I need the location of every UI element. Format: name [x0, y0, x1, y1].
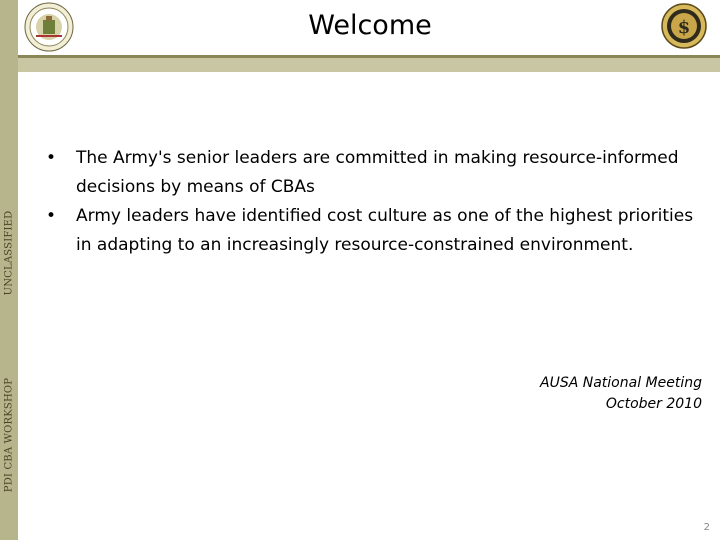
source-citation: [540, 373, 702, 415]
page-number: 2: [703, 522, 710, 533]
bullet-list: [46, 144, 696, 260]
bullet-text: Army leaders have identified cost culture as one of the highest priorities in adapting to an increasingly resource-constrained environment.: [76, 206, 694, 255]
bullet-text: The Army's senior leaders are committed in making resource-informed decisions by means of CBAs: [76, 148, 679, 197]
side-band: [0, 0, 18, 540]
bullet-icon: •: [46, 206, 57, 226]
svg-text:$: $: [677, 17, 691, 38]
classification-label: UNCLASSIFIED: [3, 210, 15, 296]
header-band: [18, 58, 720, 72]
bullet-item: [46, 144, 696, 202]
workshop-label: PDI CBA WORKSHOP: [3, 377, 15, 493]
slide-title: Welcome: [308, 10, 432, 41]
source-date: October 2010: [605, 396, 702, 412]
financial-seal-icon: [661, 3, 707, 49]
source-event: AUSA National Meeting: [540, 375, 702, 391]
bullet-item: [46, 202, 696, 260]
bullet-icon: •: [46, 148, 57, 168]
